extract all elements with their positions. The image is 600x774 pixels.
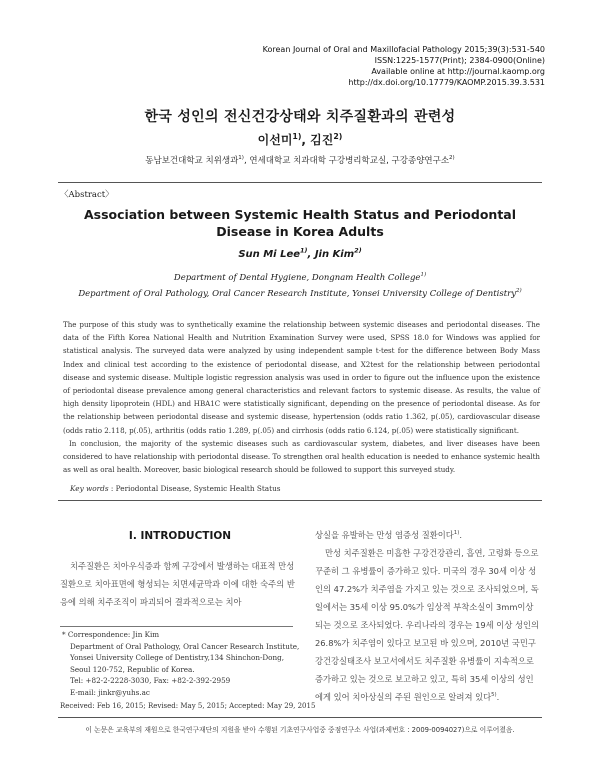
received-dates: Received: Feb 16, 2015; Revised: May 5, 2015; Accepted: May 29, 2015 <box>60 702 316 710</box>
intro-right-p2-sup: 5) <box>491 692 497 699</box>
abstract-tag: 〈Abstract〉 <box>60 190 114 200</box>
english-affiliation-1 <box>0 273 600 283</box>
english-author-2: Jin Kim <box>314 249 355 260</box>
correspondence-line-2: Yonsei University College of Dentistry,134 Shinchon-Dong, <box>70 653 285 663</box>
abstract-paragraph-2: In conclusion, the majority of the systemic diseases such as cardiovascular system, diabetes, and liver diseases have been considered to have relationship with periodontal disease. To strengthen oral health education is needed to enhance systemic health as well as oral health. Moreover, basic biological research should be followed to support this surveyed study. <box>63 438 540 475</box>
intro-left-column <box>60 557 300 611</box>
korean-authors <box>0 131 600 148</box>
english-author-1: Sun Mi Lee <box>238 249 301 260</box>
correspondence-divider <box>60 626 293 627</box>
correspondence-line-3: Seoul 120-752, Republic of Korea. <box>70 664 195 674</box>
correspondence-email[interactable]: E-mail: jinkr@yuhs.ac <box>70 687 150 697</box>
journal-issn: ISSN:1225-1577(Print); 2384-0900(Online) <box>374 56 545 65</box>
correspondence-line-1: Department of Oral Pathology, Oral Cancer Research Institute, <box>70 641 300 651</box>
divider-funding <box>58 717 542 718</box>
keywords-label: Key words <box>70 484 109 493</box>
keywords <box>70 484 281 493</box>
english-author-sep: , <box>307 249 315 260</box>
english-affil-2-text: Department of Oral Pathology, Oral Cancer Research Institute, Yonsei University College of Dentistry <box>78 289 517 299</box>
english-title: Association between Systemic Health Status and Periodontal Disease in Korea Adults <box>83 207 517 239</box>
english-affil-2-sup: 2) <box>516 288 522 295</box>
english-author-1-sup: 1) <box>300 246 308 255</box>
english-author-2-sup: 2) <box>354 246 362 255</box>
abstract-paragraph-1: The purpose of this study was to synthetically examine the relationship between systemic diseases and periodontal diseases. The data of the Fifth Korea National Health and Nutrition Examination Survey were used, SPSS 18.0 for Windows was applied for statistical analysis. The surveyed data were analyzed by using independent sample t-test for the difference between Body Mass Index and clinical test according to the existence of periodontal disease, and X2test for the relationship between periodontal disease and systemic disease. Multiple logistic regression analysis was used in order to figure out the influence upon the existence of periodontal disease prevalence among general characteristics and relevant factors to systemic disease. As results, the value of high density lipoprotein (HDL) and HBA1C were statistically significant, depending on the presence of periodontal disease. As for the relationship between periodontal disease and systemic disease, hypertension (odds ratio 1.362, p(.05), cardiovascular disease (odds ratio 2.118, p(.05), arthritis (odds ratio 1.289, p(.05) and cirrhosis (odds ratio 6.124, p(.05) were statistically significant. <box>63 320 540 435</box>
english-authors <box>0 246 600 260</box>
intro-right-p2-text: 만성 치주질환은 미흡한 구강건강관리, 흡연, 고령화 등으로 꾸준히 그 유병률이 증가하고 있다. 미국의 경우 30세 이상 성인의 47.2%가 치주염을 가지고 있는 것으로 조사되었으며, 독일에서는 35세 이상 95.0%가 임상적 부착소실이 3mm이상 되는 것으로 조사되었다. 우리나라의 경우는 19세 이상 성인의 26.8%가 치주염이 있다고 보고된 바 있으며, 2010년 국민구강건강실태조사 보고서에서도 치주질환 유병률이 지속적으로 증가하고 있는 것으로 보고하고 있고, 특히 35세 이상의 성인에게 있어 치아상실의 주된 원인으로 알려져 있다 <box>315 548 540 702</box>
section-heading-introduction: Ⅰ. INTRODUCTION <box>128 530 232 542</box>
divider-top <box>58 182 542 183</box>
intro-right-paragraph-1 <box>315 526 540 544</box>
intro-right-p1-sup: 1) <box>453 530 460 537</box>
keywords-list: Periodontal Disease, Systemic Health Status <box>115 484 281 493</box>
korean-author-2: 김진 <box>310 133 334 147</box>
journal-header <box>263 44 545 88</box>
correspondence-block <box>62 629 302 699</box>
intro-right-column <box>315 526 540 706</box>
intro-left-paragraph: 치주질환은 치아우식증과 함께 구강에서 발생하는 대표적 만성질환으로 치아표면에 형성되는 치면세균막과 이에 대한 숙주의 반응에 의해 치주조직이 파괴되어 결과적으로는 치아 <box>60 561 295 607</box>
journal-doi[interactable]: http://dx.doi.org/10.17779/KAOMP.2015.39.3.531 <box>348 78 545 87</box>
keywords-separator: : <box>108 484 116 493</box>
correspondence-phone-fax: Tel: +82-2-2228-3030, Fax: +82-2-392-2959 <box>70 676 231 686</box>
korean-affiliations <box>0 154 600 166</box>
korean-affil-1-sup: 1) <box>238 155 244 162</box>
english-affil-1-sup: 1) <box>420 272 427 279</box>
journal-url[interactable]: Available online at http://journal.kaomp.org <box>371 67 545 76</box>
english-affiliation-2 <box>0 289 600 299</box>
korean-author-1-sup: 1) <box>292 132 302 141</box>
korean-affil-2-sup: 2) <box>449 155 455 162</box>
korean-author-sep: , <box>301 133 311 147</box>
korean-affil-1: 동남보건대학교 치위생과 <box>145 156 239 166</box>
divider-abstract-end <box>58 500 542 501</box>
correspondence-label: * Correspondence: Jin Kim <box>62 630 160 639</box>
intro-right-paragraph-2 <box>315 544 540 706</box>
korean-author-1: 이선미 <box>257 133 293 147</box>
korean-affil-sep: , <box>243 156 250 166</box>
korean-author-2-sup: 2) <box>333 132 343 141</box>
intro-right-p1-text: 상실을 유발하는 만성 염증성 질환이다 <box>315 530 454 540</box>
korean-title: 한국 성인의 전신건강상태와 치주질환과의 관련성 <box>144 109 456 125</box>
funding-note: 이 논문은 교육부의 재원으로 한국연구재단의 지원을 받아 수행된 기초연구사업중 중점연구소 사업(과제번호 : 2009-0094027)으로 이루어졌음. <box>85 726 515 734</box>
english-affil-1-text: Department of Dental Hygiene, Dongnam Health College <box>173 273 421 283</box>
korean-affil-2: 연세대학교 치과대학 구강병리학교실, 구강종양연구소 <box>249 156 450 166</box>
intro-right-p1-end: . <box>459 530 462 540</box>
intro-right-p2-end: . <box>496 692 500 702</box>
abstract-body <box>63 318 540 476</box>
journal-citation: Korean Journal of Oral and Maxillofacial Pathology 2015;39(3):531-540 <box>262 45 545 54</box>
